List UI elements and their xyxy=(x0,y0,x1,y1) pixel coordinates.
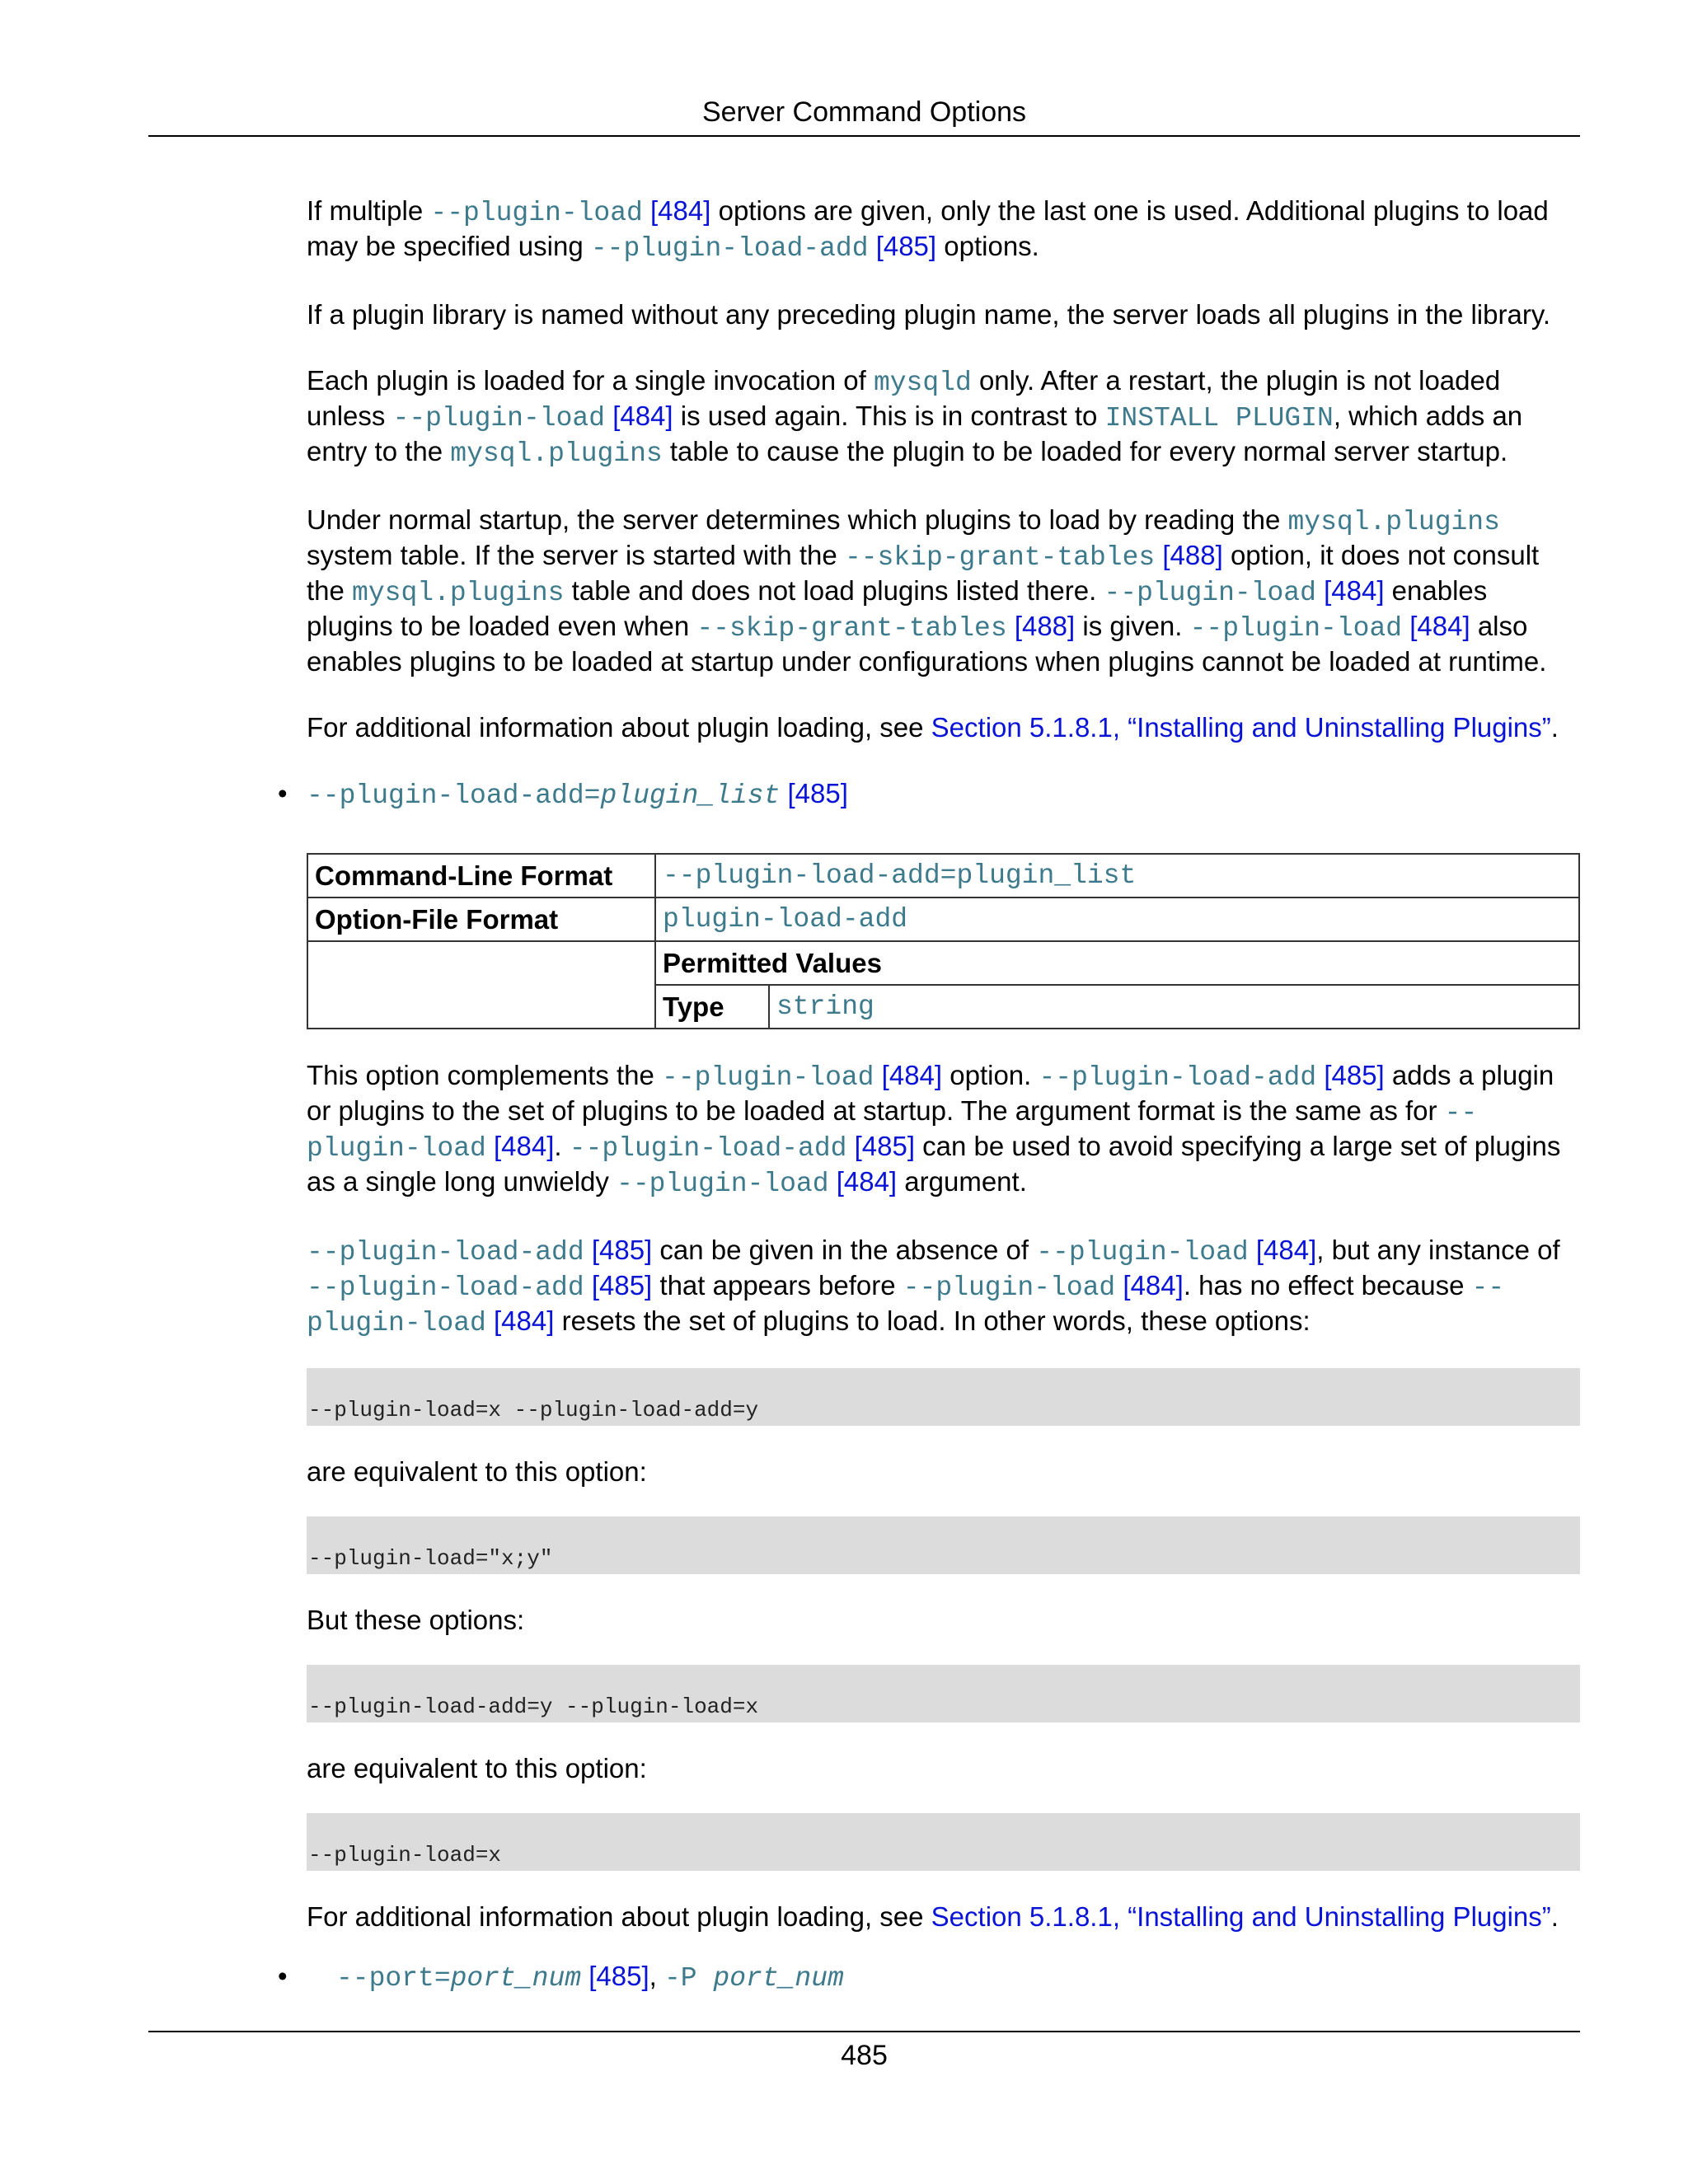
text: . xyxy=(1550,712,1559,743)
code-plugin-load-add: --plugin-load-add xyxy=(590,233,869,264)
paragraph-normal-startup xyxy=(307,504,1580,678)
text-equivalent: are equivalent to this option: xyxy=(307,1456,647,1487)
code-block xyxy=(307,1516,1580,1574)
code-plugin-load-add: --plugin-load-add xyxy=(307,1272,584,1303)
text: options are given, only the last one is used. Additional plugins to load may be specified using xyxy=(307,195,1549,261)
paragraph-library-named: If a plugin library is named without any preceding plugin name, the server loads all plugins in the library. xyxy=(307,299,1551,330)
code-mysqld: mysqld xyxy=(873,368,972,398)
text: adds a plugin or plugins to the set of plugins to be loaded at startup. The argument format is the same as for xyxy=(307,1060,1554,1126)
section-link[interactable]: Section 5.1.8.1, “Installing and Uninstalling Plugins” xyxy=(931,712,1551,743)
code-plugin-load-add: --plugin-load-add xyxy=(1039,1062,1317,1093)
code-option: --plugin-load-add= xyxy=(307,780,601,811)
text: enables plugins to be loaded even when xyxy=(307,575,1488,641)
table-type-key-cell: Type xyxy=(655,985,769,1029)
table-row xyxy=(307,898,1579,941)
table-empty-cell xyxy=(307,941,655,1029)
bullet-port xyxy=(278,1960,1580,1995)
page-ref-link[interactable]: [485] xyxy=(787,778,848,808)
page-ref-link[interactable]: [485] xyxy=(1324,1060,1385,1090)
bullet-icon: • xyxy=(278,1961,288,1991)
code-argument: port_num xyxy=(450,1963,582,1994)
text: is given. xyxy=(1075,611,1190,641)
page-header-title: Server Command Options xyxy=(701,96,1027,128)
text: . xyxy=(1550,1901,1559,1932)
table-row xyxy=(307,854,1579,898)
text: argument. xyxy=(897,1166,1027,1197)
page-ref-link[interactable]: [484] xyxy=(1255,1235,1317,1265)
text: system table. If the server is started with the xyxy=(307,540,845,570)
bullet-plugin-load-add xyxy=(278,777,1580,813)
page-ref-link[interactable]: [485] xyxy=(591,1235,653,1265)
code-plugin-load: --plugin-load xyxy=(307,1272,1505,1338)
text: . has no effect because xyxy=(1183,1270,1472,1301)
code-argument: plugin_list xyxy=(600,780,781,811)
text: For additional information about plugin loading, see xyxy=(307,1901,931,1932)
paragraph-additional-info xyxy=(307,711,1580,744)
code-plugin-load-add: --plugin-load-add xyxy=(569,1133,847,1164)
bullet-icon: • xyxy=(278,778,288,808)
text: also enables plugins to be loaded at startup under configurations when plugins cannot be loaded at runtime. xyxy=(307,611,1547,677)
page-ref-link[interactable]: [485] xyxy=(588,1961,649,1991)
code-plugin-load: --plugin-load xyxy=(617,1169,829,1199)
text: resets the set of plugins to load. In other words, these options: xyxy=(554,1305,1311,1336)
table-type-value-cell: string xyxy=(769,985,1579,1029)
page-ref-link[interactable]: [484] xyxy=(881,1060,943,1090)
text: For additional information about plugin loading, see xyxy=(307,712,931,743)
code-line: --plugin-load=x --plugin-load-add=y xyxy=(308,1398,759,1422)
page-ref-link[interactable]: [484] xyxy=(494,1131,555,1161)
text: can be given in the absence of xyxy=(652,1235,1037,1265)
text: only. After a restart, the plugin is not loaded unless xyxy=(307,365,1501,431)
main-content xyxy=(278,194,1580,1995)
page-ref-link[interactable]: [484] xyxy=(612,401,673,431)
table-key-cell: Option-File Format xyxy=(307,898,655,941)
code-line: --plugin-load=x xyxy=(308,1843,502,1868)
code-line: --plugin-load-add=y --plugin-load=x xyxy=(308,1694,759,1719)
page-ref-link[interactable]: [484] xyxy=(836,1166,898,1197)
text: Each plugin is loaded for a single invocation of xyxy=(307,365,874,396)
code-plugin-load: --plugin-load xyxy=(1104,578,1316,608)
page-ref-link[interactable]: [484] xyxy=(1123,1270,1184,1301)
option-format-table xyxy=(307,853,1580,1029)
text-equivalent: are equivalent to this option: xyxy=(307,1753,647,1783)
code-install-plugin: INSTALL PLUGIN xyxy=(1104,403,1334,434)
paragraph-option-complements xyxy=(307,1059,1580,1201)
text: This option complements the xyxy=(307,1060,663,1090)
paragraph-additional-info xyxy=(307,1900,1580,1933)
text: Under normal startup, the server determines which plugins to load by reading the xyxy=(307,504,1288,535)
paragraph-single-invocation xyxy=(307,364,1580,471)
page-ref-link[interactable]: [484] xyxy=(650,195,711,226)
code-option: -P xyxy=(663,1963,714,1994)
code-skip-grant-tables: --skip-grant-tables xyxy=(696,613,1007,644)
page-ref-link[interactable]: [484] xyxy=(494,1305,555,1336)
code-line: --plugin-load="x;y" xyxy=(308,1546,553,1571)
page-ref-link[interactable]: [488] xyxy=(1162,540,1223,570)
code-plugin-load: --plugin-load xyxy=(307,1098,1478,1164)
footer-rule xyxy=(148,2031,1580,2032)
section-link[interactable]: Section 5.1.8.1, “Installing and Uninstalling Plugins” xyxy=(931,1901,1551,1932)
code-plugin-load: --plugin-load xyxy=(1036,1237,1249,1268)
table-key-cell: Command-Line Format xyxy=(307,854,655,898)
text: option. xyxy=(942,1060,1039,1090)
text: If multiple xyxy=(307,195,431,226)
code-mysql-plugins: mysql.plugins xyxy=(450,438,663,469)
text: is used again. This is in contrast to xyxy=(673,401,1105,431)
header-rule xyxy=(148,135,1580,137)
paragraph-absence-of-plugin-load xyxy=(307,1234,1580,1340)
text: , but any instance of xyxy=(1316,1235,1560,1265)
code-argument: port_num xyxy=(713,1963,844,1994)
page-ref-link[interactable]: [484] xyxy=(1324,575,1385,606)
text: , which adds an entry to the xyxy=(307,401,1523,466)
text: table to cause the plugin to be loaded for every normal server startup. xyxy=(662,436,1508,466)
code-plugin-load: --plugin-load xyxy=(903,1272,1116,1303)
page-ref-link[interactable]: [485] xyxy=(875,231,937,261)
page-number: 485 xyxy=(841,2040,888,2071)
code-block xyxy=(307,1368,1580,1426)
paragraph-plugin-load-multiple xyxy=(307,194,1580,265)
text: option, it does not consult the xyxy=(307,540,1540,606)
code-mysql-plugins: mysql.plugins xyxy=(352,578,565,608)
table-permitted-values-cell: Permitted Values xyxy=(655,941,1579,985)
text: . xyxy=(554,1131,570,1161)
text: table and does not load plugins listed there. xyxy=(564,575,1104,606)
page-ref-link[interactable]: [485] xyxy=(591,1270,653,1301)
text: can be used to avoid specifying a large set of plugins as a single long unwieldy xyxy=(307,1131,1561,1197)
code-option: --port= xyxy=(336,1963,451,1994)
text: options. xyxy=(936,231,1039,261)
code-plugin-load: --plugin-load xyxy=(1189,613,1403,644)
table-row xyxy=(307,941,1579,985)
page-ref-link[interactable]: [485] xyxy=(854,1131,915,1161)
code-plugin-load-add: --plugin-load-add xyxy=(307,1237,584,1268)
code-block xyxy=(307,1813,1580,1871)
text-but-these: But these options: xyxy=(307,1605,525,1635)
text: that appears before xyxy=(652,1270,903,1301)
code-plugin-load: --plugin-load xyxy=(662,1062,874,1093)
table-value-cell: plugin-load-add xyxy=(655,898,1579,941)
code-mysql-plugins: mysql.plugins xyxy=(1287,507,1500,537)
code-block xyxy=(307,1665,1580,1722)
table-value-cell: --plugin-load-add=plugin_list xyxy=(655,854,1579,898)
code-plugin-load: --plugin-load xyxy=(392,403,606,434)
text: , xyxy=(649,1961,664,1991)
code-skip-grant-tables: --skip-grant-tables xyxy=(844,542,1156,573)
page-ref-link[interactable]: [488] xyxy=(1014,611,1076,641)
code-plugin-load: --plugin-load xyxy=(430,198,643,228)
page-ref-link[interactable]: [484] xyxy=(1409,611,1470,641)
